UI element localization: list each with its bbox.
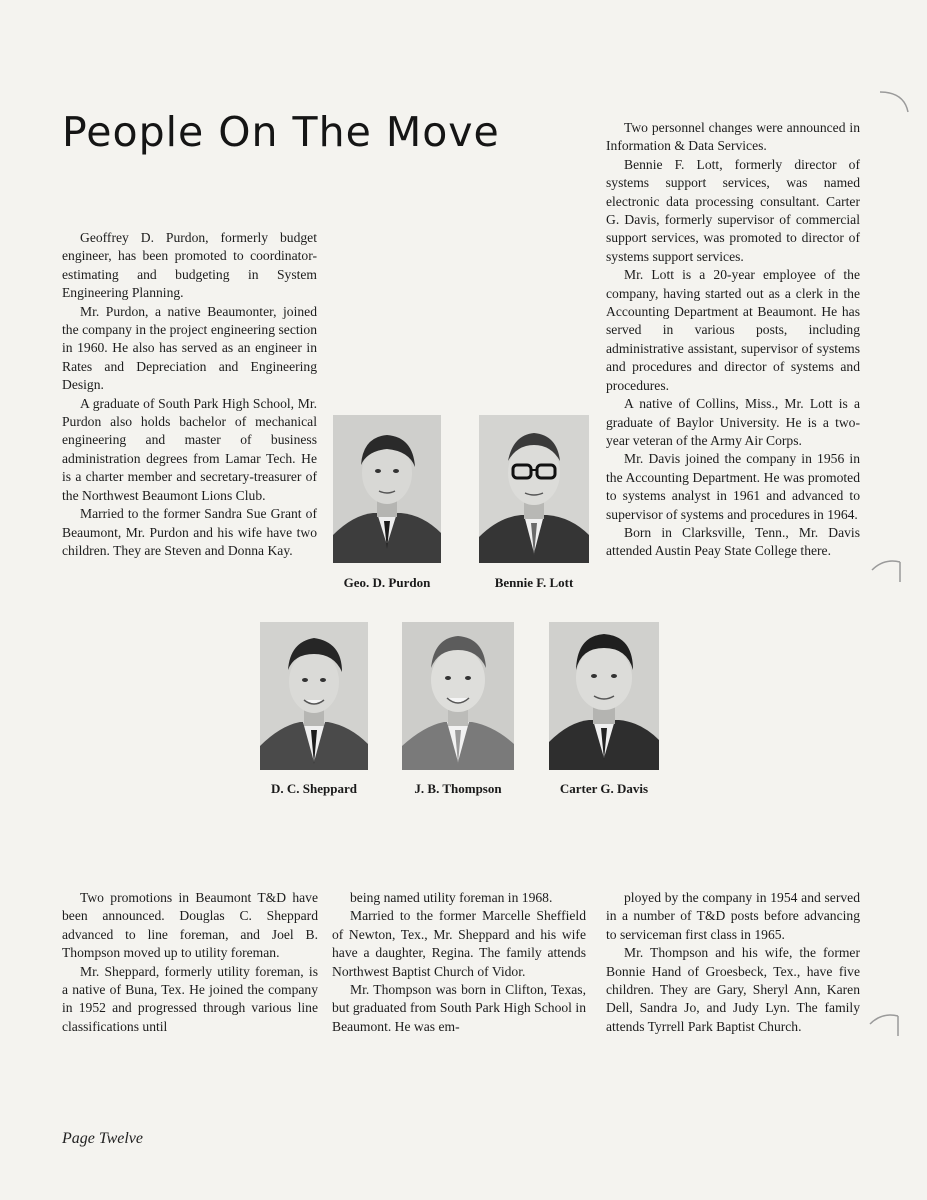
paragraph: Mr. Thompson and his wife, the former Bonnie Hand of Groesbeck, Tex., have five children. They are Gary, Sheryl Ann, Karen Dell, Sandra Jo, and Judy Lyn. The family attends Tyrrell Park Baptist Church. <box>606 945 860 1034</box>
paragraph: Two personnel changes were announced in Information & Data Services. <box>606 120 860 154</box>
page-number: Page Twelve <box>62 1130 144 1147</box>
paragraph: Mr. Lott is a 20-year employee of the company, having started out as a clerk in the Accounting Department at Beaumont. He has served in various posts, including administrative assistant, supervisor of systems and procedures and director of systems and procedures. <box>606 267 860 393</box>
paragraph: Geoffrey D. Purdon, formerly budget engineer, has been promoted to coordinator-estimating and budgeting in System Engineering Planning. <box>62 230 317 301</box>
paragraph: A graduate of South Park High School, Mr. Purdon also holds bachelor of mechanical engineering and master of business administration degrees from Lamar Tech. He is a charter member and secretary-treasurer of the Northwest Beaumont Lions Club. <box>62 395 317 503</box>
paragraph: Married to the former Marcelle Sheffield of Newton, Tex., Mr. Sheppard and his wife have a daughter, Regina. The family attends Northwest Baptist Church of Vidor. <box>332 908 586 979</box>
article-column-bottom-3 <box>606 889 860 1036</box>
paragraph: being named utility foreman in 1968. <box>350 890 553 905</box>
punch-hole-icon <box>870 556 904 590</box>
portrait-sheppard <box>260 622 368 770</box>
article-column-lott-davis <box>606 119 860 561</box>
paragraph: Mr. Purdon, a native Beaumonter, joined the company in the project engineering section in 1960. He also has served as an engineer in Rates and Depreciation and Engineering Design. <box>62 303 317 393</box>
paragraph: Mr. Sheppard, formerly utility foreman, is a native of Buna, Tex. He joined the company in 1952 and progressed through various line classifications until <box>62 963 318 1034</box>
punch-hole-icon <box>878 88 912 122</box>
punch-hole-icon <box>868 1010 902 1044</box>
paragraph: A native of Collins, Miss., Mr. Lott is a graduate of Baylor University. He is a two-year veteran of the Army Air Corps. <box>606 396 860 448</box>
portrait-davis <box>549 622 659 770</box>
paragraph: Born in Clarksville, Tenn., Mr. Davis attended Austin Peay State College there. <box>606 524 860 559</box>
portrait-lott <box>479 415 589 563</box>
caption-sheppard: D. C. Sheppard <box>271 781 357 796</box>
caption-purdon: Geo. D. Purdon <box>343 575 431 590</box>
paragraph: Mr. Thompson was born in Clifton, Texas, but graduated from South Park High School in Beaumont. He was em- <box>332 982 586 1034</box>
paragraph: Mr. Davis joined the company in 1956 in the Accounting Department. He was promoted to systems analyst in 1961 and advanced to supervisor of systems and procedures in 1964. <box>606 451 860 522</box>
article-column-bottom-1 <box>62 889 318 1036</box>
caption-lott: Bennie F. Lott <box>494 575 574 590</box>
paragraph: Two promotions in Beaumont T&D have been announced. Douglas C. Sheppard advanced to line foreman, and Joel B. Thompson moved up to utility foreman. <box>62 890 318 961</box>
paragraph: Bennie F. Lott, formerly director of systems support services, was named electronic data processing consultant. Carter G. Davis, formerly supervisor of commercial support services, was promoted to director of systems support services. <box>606 156 860 264</box>
portrait-purdon <box>333 415 441 563</box>
caption-davis: Carter G. Davis <box>559 781 649 796</box>
article-column-bottom-2 <box>332 889 586 1036</box>
page-title: People On The Move <box>62 108 500 156</box>
caption-thompson: J. B. Thompson <box>414 781 502 796</box>
paragraph: ployed by the company in 1954 and served in a number of T&D posts before advancing to serviceman first class in 1965. <box>606 890 860 942</box>
paragraph: Married to the former Sandra Sue Grant of Beaumont, Mr. Purdon and his wife have two children. They are Steven and Donna Kay. <box>62 506 317 558</box>
article-column-purdon <box>62 229 317 560</box>
portrait-thompson <box>402 622 514 770</box>
